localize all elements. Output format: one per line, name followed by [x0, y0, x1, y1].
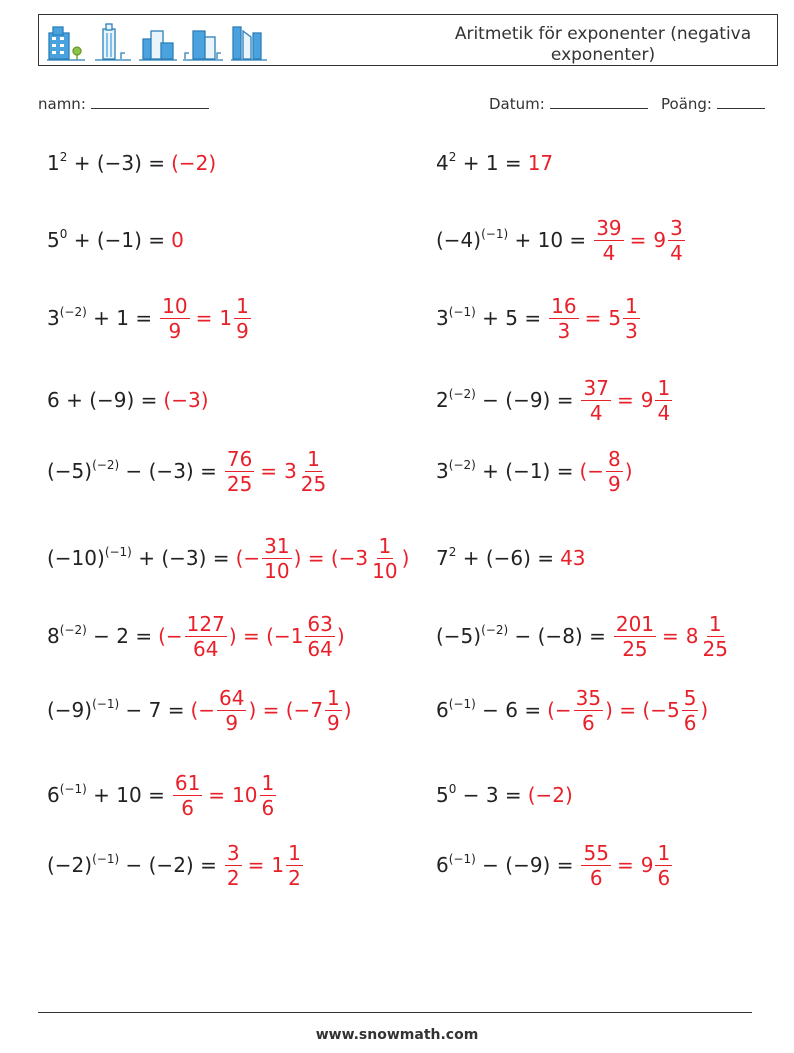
- question: $6^{(-1)} + 10$ =: [47, 782, 165, 807]
- answer-text: =: [616, 388, 634, 412]
- exponent: (−1): [104, 545, 132, 559]
- answer-text: =: [629, 228, 647, 252]
- whole-number: 1: [219, 306, 233, 330]
- question: $(-9)^{(-1)} - 7$ =: [47, 697, 185, 722]
- problem-1: [47, 133, 216, 193]
- numerator: 37: [583, 375, 609, 400]
- denominator: 25: [300, 471, 327, 496]
- answer-text: =: [584, 306, 602, 330]
- denominator: 9: [236, 318, 249, 343]
- denominator: 4: [657, 400, 671, 425]
- answer-text: =: [195, 306, 213, 330]
- answer: [612, 611, 732, 661]
- answer: [223, 446, 330, 496]
- problem-15: [47, 680, 352, 740]
- numerator: 3: [670, 215, 683, 240]
- problem-17: [47, 765, 278, 825]
- numerator: 127: [186, 611, 225, 636]
- question: $(-10)^{(-1)} + (-3)$ =: [47, 545, 230, 570]
- fraction: [701, 611, 730, 661]
- answer: [158, 293, 253, 343]
- fraction: [299, 446, 328, 496]
- answer-text: =: [247, 853, 265, 877]
- question: $5^0 - 3$ =: [436, 782, 522, 807]
- fraction: [185, 611, 227, 661]
- denominator: 25: [702, 636, 728, 661]
- whole-number: 1: [271, 853, 285, 877]
- denominator: 9: [327, 710, 340, 735]
- answer-text: (−: [235, 546, 261, 570]
- answer-text: ) = (−7: [248, 698, 324, 722]
- problem-5: [47, 288, 253, 348]
- exponent: 0: [59, 227, 68, 241]
- answer-text: =: [260, 459, 278, 483]
- numerator: 35: [575, 685, 602, 710]
- answer-text: (−3): [163, 388, 209, 412]
- answer: [171, 228, 184, 252]
- whole-number: 3: [284, 459, 297, 483]
- answer: [171, 770, 278, 820]
- answer: [560, 546, 585, 570]
- answer-text: ): [401, 546, 410, 570]
- exponent: (−1): [92, 852, 120, 866]
- fraction: [305, 611, 334, 661]
- exponent: (−2): [59, 305, 87, 319]
- numerator: 1: [307, 446, 320, 471]
- name-blank[interactable]: [91, 94, 209, 109]
- fraction: [581, 375, 610, 425]
- exponent: (−1): [481, 227, 509, 241]
- fraction: [370, 533, 399, 583]
- numerator: 61: [174, 770, 201, 795]
- fraction: [225, 446, 254, 496]
- numerator: 1: [625, 293, 638, 318]
- fraction: [606, 446, 623, 496]
- numerator: 201: [615, 611, 655, 636]
- whole-number: 5: [608, 306, 622, 330]
- numerator: 39: [596, 215, 622, 240]
- denominator: 64: [193, 636, 219, 661]
- fraction: [225, 840, 242, 890]
- answer: [528, 151, 553, 175]
- fraction: [655, 840, 672, 890]
- numerator: 1: [236, 293, 249, 318]
- denominator: 6: [589, 865, 603, 890]
- numerator: 76: [226, 446, 253, 471]
- answer: [592, 215, 687, 265]
- problem-12: [436, 528, 586, 588]
- fraction: [668, 215, 685, 265]
- fraction: [262, 533, 291, 583]
- answer-text: (−: [579, 459, 605, 483]
- question: $(-2)^{(-1)} - (-2)$ =: [47, 852, 217, 877]
- numerator: 8: [608, 446, 621, 471]
- answer-text: =: [662, 624, 679, 648]
- numerator: 1: [288, 840, 301, 865]
- answer-text: 43: [560, 546, 586, 570]
- problem-8: [436, 370, 674, 430]
- numerator: 55: [583, 840, 609, 865]
- numerator: 1: [657, 375, 671, 400]
- problem-7: [47, 370, 209, 430]
- worksheet-title: Aritmetik för exponenter (negativa exponenter): [454, 24, 752, 65]
- whole-number: 9: [640, 853, 654, 877]
- question: $2^{(-2)} - (-9)$ =: [436, 387, 574, 412]
- exponent: (−1): [448, 852, 476, 866]
- fraction: [682, 685, 699, 735]
- numerator: 16: [551, 293, 577, 318]
- problem-3: [47, 210, 184, 270]
- answer: [579, 375, 674, 425]
- question: $(-5)^{(-2)} - (-8)$ =: [436, 623, 606, 648]
- answer-text: ): [700, 698, 709, 722]
- question: $6^{(-1)} - (-9)$ =: [436, 852, 574, 877]
- question: $6^{(-1)} - 6$ =: [436, 697, 542, 722]
- fraction: [234, 293, 251, 343]
- answer-text: (−: [190, 698, 216, 722]
- fraction: [581, 840, 610, 890]
- denominator: 4: [589, 400, 603, 425]
- question: $5^0 + (-1)$ =: [47, 227, 166, 252]
- numerator: 10: [162, 293, 188, 318]
- problem-2: [436, 133, 553, 193]
- answer-text: ) = (−3: [293, 546, 369, 570]
- city-buildings-icon: [45, 21, 271, 61]
- answer: [235, 533, 410, 583]
- exponent: 2: [59, 150, 68, 164]
- denominator: 6: [181, 795, 194, 820]
- problem-20: [436, 835, 674, 895]
- answer: [171, 151, 216, 175]
- answer: [528, 783, 573, 807]
- problem-19: [47, 835, 305, 895]
- numerator: 3: [226, 840, 240, 865]
- answer-text: (−: [158, 624, 183, 648]
- denominator: 6: [261, 795, 275, 820]
- question: $(-4)^{(-1)} + 10$ =: [436, 227, 587, 252]
- answer: [547, 293, 642, 343]
- numerator: 31: [264, 533, 290, 558]
- problem-11: [47, 528, 409, 588]
- fraction: [623, 293, 640, 343]
- question: $7^2 + (-6)$ =: [436, 545, 555, 570]
- answer-text: (−2): [527, 783, 573, 807]
- exponent: (−2): [59, 623, 87, 637]
- problem-18: [436, 765, 573, 825]
- numerator: 1: [378, 533, 392, 558]
- problem-10: [436, 441, 633, 501]
- fraction: [217, 685, 246, 735]
- numerator: 1: [708, 611, 722, 636]
- answer-text: ) = (−1: [228, 624, 304, 648]
- footer-divider: [38, 1012, 752, 1013]
- score-field[interactable]: [661, 94, 765, 113]
- denominator: 64: [307, 636, 333, 661]
- denominator: 9: [225, 710, 239, 735]
- exponent: 0: [448, 782, 457, 796]
- fraction: [286, 840, 303, 890]
- numerator: 1: [261, 770, 275, 795]
- date-label: Datum:: [489, 95, 545, 113]
- answer: [579, 446, 633, 496]
- exponent: (−1): [448, 305, 476, 319]
- fraction: [325, 685, 342, 735]
- denominator: 6: [657, 865, 671, 890]
- exponent: (−2): [92, 458, 120, 472]
- fraction: [614, 611, 656, 661]
- date-field[interactable]: [489, 94, 648, 113]
- answer-text: ): [624, 459, 633, 483]
- exponent: (−2): [448, 387, 476, 401]
- answer-text: =: [616, 853, 634, 877]
- answer-text: =: [208, 783, 226, 807]
- whole-number: 9: [653, 228, 667, 252]
- exponent: (−1): [59, 782, 87, 796]
- answer: [547, 685, 709, 735]
- answer-text: ): [336, 624, 345, 648]
- date-blank[interactable]: [550, 94, 648, 109]
- denominator: 6: [683, 710, 697, 735]
- whole-number: 8: [685, 624, 699, 648]
- denominator: 4: [602, 240, 616, 265]
- denominator: 10: [264, 558, 290, 583]
- answer-text: ) = (−5: [605, 698, 680, 722]
- exponent: 2: [448, 545, 457, 559]
- fraction: [574, 685, 603, 735]
- answer: [190, 685, 352, 735]
- numerator: 64: [219, 685, 245, 710]
- score-label: Poäng:: [661, 95, 712, 113]
- exponent: 2: [448, 150, 457, 164]
- fraction: [594, 215, 623, 265]
- numerator: 1: [327, 685, 340, 710]
- answer: [158, 611, 345, 661]
- exponent: (−2): [481, 623, 509, 637]
- question: $3^{(-2)} + 1$ =: [47, 305, 153, 330]
- answer-text: (−: [547, 698, 572, 722]
- question: $1^2 + (-3)$ =: [47, 150, 166, 175]
- numerator: 1: [657, 840, 671, 865]
- answer-text: 17: [527, 151, 554, 175]
- question: $(-5)^{(-2)} - (-3)$ =: [47, 458, 217, 483]
- question: $8^{(-2)} - 2$ =: [47, 623, 153, 648]
- whole-number: 9: [640, 388, 654, 412]
- numerator: 5: [683, 685, 697, 710]
- denominator: 10: [372, 558, 398, 583]
- question: $4^2 + 1$ =: [436, 150, 522, 175]
- exponent: (−2): [448, 458, 476, 472]
- denominator: 3: [557, 318, 571, 343]
- denominator: 9: [168, 318, 182, 343]
- problem-9: [47, 441, 330, 501]
- denominator: 25: [622, 636, 648, 661]
- problem-4: [436, 210, 687, 270]
- worksheet-header: [38, 14, 778, 66]
- question: $3^{(-1)} + 5$ =: [436, 305, 542, 330]
- problem-13: [47, 606, 345, 666]
- answer: [579, 840, 674, 890]
- denominator: 25: [226, 471, 253, 496]
- denominator: 3: [625, 318, 638, 343]
- fraction: [160, 293, 189, 343]
- fraction: [173, 770, 202, 820]
- fraction: [655, 375, 672, 425]
- fraction: [260, 770, 277, 820]
- denominator: 6: [582, 710, 595, 735]
- answer: [223, 840, 305, 890]
- denominator: 4: [670, 240, 683, 265]
- denominator: 2: [288, 865, 301, 890]
- problem-6: [436, 288, 642, 348]
- problem-14: [436, 606, 732, 666]
- question: $3^{(-2)} + (-1)$ =: [436, 458, 574, 483]
- denominator: 9: [608, 471, 621, 496]
- name-field[interactable]: [38, 94, 209, 113]
- whole-number: 10: [232, 783, 258, 807]
- exponent: (−1): [448, 697, 476, 711]
- answer: [163, 388, 208, 412]
- footer-url[interactable]: www.snowmath.com: [315, 1027, 479, 1043]
- exponent: (−1): [92, 697, 120, 711]
- answer-text: 0: [171, 228, 184, 252]
- problem-16: [436, 680, 708, 740]
- denominator: 2: [226, 865, 240, 890]
- fraction: [549, 293, 578, 343]
- answer-text: (−2): [171, 151, 217, 175]
- answer-text: ): [343, 698, 352, 722]
- score-blank[interactable]: [717, 94, 765, 109]
- numerator: 63: [307, 611, 333, 636]
- name-label: namn:: [38, 95, 86, 113]
- question: 6 + (−9) =: [47, 388, 158, 412]
